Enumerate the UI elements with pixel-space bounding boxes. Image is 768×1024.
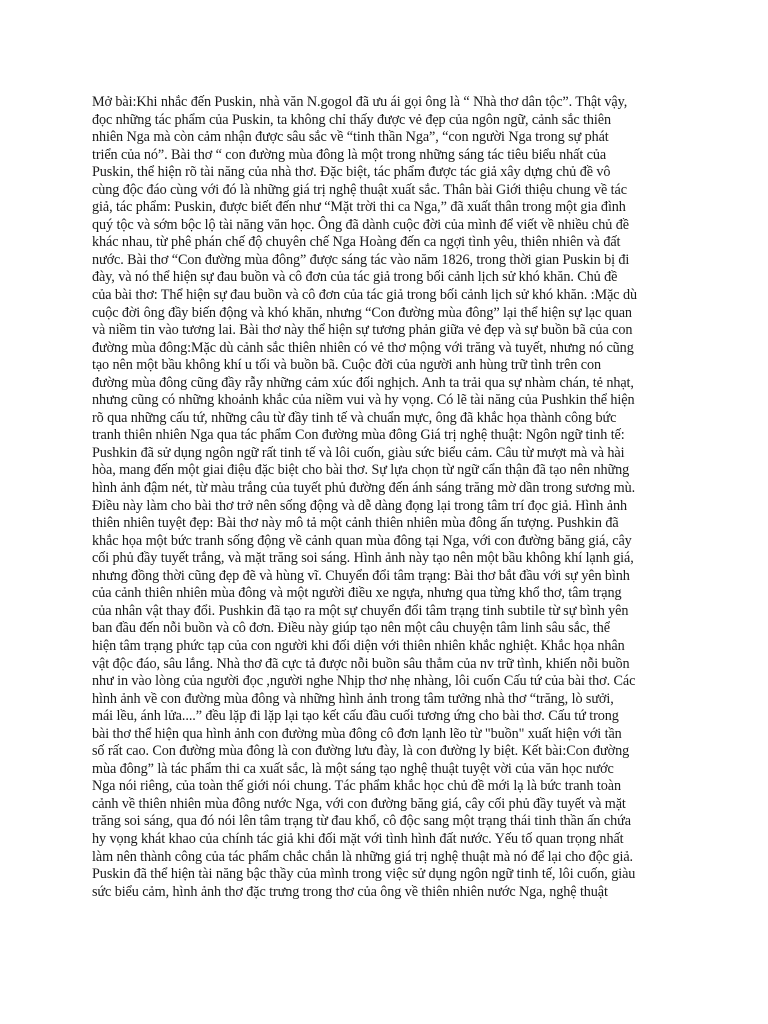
text-line: mái lều, ánh lửa....” đều lặp đi lặp lại tạo kết cấu đầu cuối tương ứng cho bài thơ. Cấu tứ trong [92,708,619,725]
text-line: của nhân vật thay đổi. Pushkin đã tạo ra một sự chuyển đổi tâm trạng tinh subtile từ sự bình yên [92,602,629,619]
text-line: đày, và nó thể hiện sự đau buồn và cô đơn của tác giả trong bối cảnh lịch sử khó khăn. Chủ đề [92,269,618,286]
text-line: quý tộc và sớm bộc lộ tài năng văn học. Ông đã dành cuộc đời của mình để viết về nhiều chủ đề [92,216,629,233]
text-line: và niềm tin vào tương lai. Bài thơ này thể hiện sự tương phản giữa vẻ đẹp và sự buồn bã của con [92,322,633,339]
text-line: nhưng cũng có những khoảnh khắc của niềm vui và hy vọng. Có lẽ tài năng của Pushkin thể hiện [92,392,635,409]
text-line: của cảnh thiên nhiên mùa đông và một người điều xe ngựa, nhưng qua từng khổ thơ, tâm trạng [92,585,622,602]
text-line: hòa, mang đến một giai điệu đặc biệt cho bài thơ. Sự lựa chọn từ ngữ cẩn thận đã tạo nên những [92,462,630,479]
text-line: ban đầu đến nỗi buồn và cô đơn. Điều này giúp tạo nên một câu chuyện tâm linh sâu sắc, thể [92,620,610,637]
text-line: như in vào lòng của người đọc ,người nghe Nhịp thơ nhẹ nhàng, lôi cuốn Cấu tứ của bài thơ. Các [92,673,636,690]
text-line: hiện tâm trạng phức tạp của con người khi đối diện với thiên nhiên khắc nghiệt. Khắc họa nhân [92,637,625,654]
text-line: khắc họa một bức tranh sống động về cảnh quan mùa đông tại Nga, với con đường băng giá, cây [92,532,632,549]
text-line: đường mùa đông cũng đầy rẫy những cảm xúc đối nghịch. Anh ta trải qua sự nhàm chán, tẻ nhạt, [92,374,634,391]
text-line: Puskin đã thể hiện tài năng bậc thầy của mình trong việc sử dụng ngôn ngữ tinh tế, lôi cuốn, giàu [92,866,636,883]
text-line: rõ qua những cấu tứ, những câu từ đầy tinh tế và chuẩn mực, ông đã khắc họa thành công bức [92,409,617,426]
text-line: Nga nói riêng, của toàn thế giới nói chung. Tác phẩm khắc học chủ đề mới lạ là bức tranh toàn [92,778,621,795]
text-line: nước. Bài thơ “Con đường mùa đông” được sáng tác vào năm 1826, trong thời gian Puskin bị đi [92,251,630,268]
text-line: hình ảnh về con đường mùa đông và những hình ảnh trong tâm tưởng nhà thơ “trăng, lò sưởi, [92,690,614,707]
text-line: nhiên Nga mà còn cảm nhận được sâu sắc về “tinh thần Nga”, “con người Nga trong sự phát [92,129,609,146]
text-line: cảnh về thiên nhiên mùa đông nước Nga, với con đường băng giá, cây cối phủ đầy tuyết và mặt [92,795,626,812]
text-line: sức biểu cảm, hình ảnh thơ đặc trưng trong thơ của ông về thiên nhiên nước Nga, nghệ thuật [92,883,608,900]
text-line: đọc những tác phẩm của Puskin, ta không chỉ thấy được vẻ đẹp của ngôn ngữ, cảnh sắc thiên [92,111,611,128]
text-line: Pushkin đã sử dụng ngôn ngữ rất tinh tế và lôi cuốn, giàu sức biểu cảm. Câu từ mượt mà và hài [92,444,625,461]
text-line: Điều này làm cho bài thơ trở nên sống động và dễ dàng đọng lại trong tâm trí đọc giả. Hình ảnh [92,497,627,514]
text-line: cuộc đời ông đầy biến động và khó khăn, nhưng “Con đường mùa đông” lại thể hiện sự lạc quan [92,304,632,321]
text-line: tạo nên một bầu không khí u tối và buồn bã. Cuộc đời của người anh hùng trữ tình trên con [92,357,601,374]
text-line: làm nên thành công của tác phẩm chắc chắn là những giá trị nghệ thuật mà nó để lại cho độc giả. [92,848,634,865]
text-line: vật độc đáo, sâu lắng. Nhà thơ đã cực tả được nỗi buồn sâu thẳm của nv trữ tình, khiến nỗi buồn [92,655,630,672]
text-line: đường mùa đông:Mặc dù cảnh sắc thiên nhiên có vẻ thơ mộng với trăng và tuyết, nhưng nó cũng [92,339,634,356]
text-line: cùng độc đáo cùng với đó là những giá trị nghệ thuật xuất sắc. Thân bài Giới thiệu chung về tác [92,181,627,198]
text-line: triển của nó”. Bài thơ “ con đường mùa đông là một trong những sáng tác tiêu biểu nhất của [92,146,607,163]
text-line: hy vọng khát khao của chính tác giả khi đối mặt với tình hình đất nước. Yếu tố quan trọng nhất [92,830,624,847]
text-line: khác nhau, từ phê phán chế độ chuyên chế Nga Hoàng đến ca ngợi tình yêu, thiên nhiên và đất [92,234,621,251]
text-line: tranh thiên nhiên Nga qua tác phẩm Con đường mùa đông Giá trị nghệ thuật: Ngôn ngữ tinh tế: [92,427,625,444]
text-line: Mở bài:Khi nhắc đến Puskin, nhà văn N.gogol đã ưu ái gọi ông là “ Nhà thơ dân tộc”. Thật vậy, [92,94,628,110]
text-line: của bài thơ: Thể hiện sự đau buồn và cô đơn của tác giả trong bối cảnh lịch sử khó khăn. :Mặc dù [92,287,637,304]
text-line: hình ảnh đậm nét, từ màu trắng của tuyết phủ đường đến ánh sáng trăng mờ dần trong sương mù. [92,480,636,497]
essay-body-text [92,94,692,901]
text-line: mùa đông” là tác phẩm thi ca xuất sắc, là một sáng tạo nghệ thuật tuyệt vời của văn học nước [92,760,614,777]
text-line: giả, tác phẩm: Puskin, được biết đến như “Mặt trời thi ca Nga,” đã xuất thân trong một gia đình [92,199,626,216]
text-line: nhưng đồng thời cũng đẹp đẽ và hùng vĩ. Chuyển đổi tâm trạng: Bài thơ bắt đầu với sự yên bình [92,567,630,584]
text-line: cối phủ đầy tuyết trắng, và mặt trăng soi sáng. Hình ảnh này tạo nên một bầu không khí lạnh giá, [92,550,634,567]
text-line: bài thơ thể hiện qua hình ảnh con đường mùa đông cô đơn lạnh lẽo từ "buồn" xuất hiện với tần [92,725,622,742]
text-line: số rất cao. Con đường mùa đông là con đường lưu đày, là con đường ly biệt. Kết bài:Con đường [92,743,630,760]
text-line: thiên nhiên tuyệt đẹp: Bài thơ này mô tả một cảnh thiên nhiên mùa đông ấn tượng. Pushkin đã [92,515,619,532]
text-line: Puskin, thể hiện rõ tài năng của nhà thơ. Đặc biệt, tác phẩm được tác giả xây dựng chủ đề vô [92,164,611,181]
text-line: trăng soi sáng, qua đó nói lên tâm trạng từ đau khổ, cô độc sang một trạng thái tinh thần ấn chứa [92,813,631,830]
